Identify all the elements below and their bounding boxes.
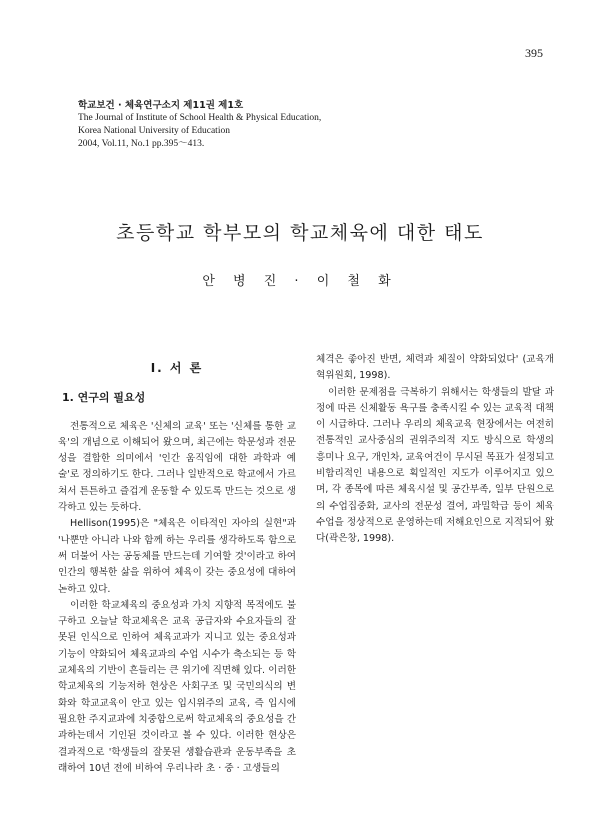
paper-title: 초등학교 학부모의 학교체육에 대한 태도 bbox=[116, 222, 484, 244]
journal-title-english: The Journal of Institute of School Health & Physical Education, bbox=[78, 113, 322, 123]
subsection-heading: 1. 연구의 필요성 bbox=[62, 391, 146, 405]
left-column bbox=[58, 352, 296, 777]
journal-institution: Korea National University of Education bbox=[78, 126, 230, 136]
paragraph-2: Hellison(1995)은 "체육은 이타적인 자아의 실현"과 '나뿐만 아니라 나와 함께 하는 우리를 생각하도록 함으로써 더불어 사는 공동체를 만드는데 기여할 것'이라고 하여 인간의 행복한 삶을 위하여 체육이 갖는 중요성에 대하여 논하고 있다. bbox=[58, 518, 296, 595]
journal-header bbox=[78, 99, 321, 151]
section-heading: Ⅰ. 서 론 bbox=[150, 361, 204, 375]
paragraph-4: 이러한 문제점을 극복하기 위해서는 학생들의 발달 과정에 따른 신체활동 욕구를 충족시킬 수 있는 교육적 대책이 시급하다. 그러나 우리의 체육교육 현장에서는 여전히 전통적인 교사중심의 권위주의적 지도 방식으로 학생의 흥미나 요구, 개인차, 교육여건이 무시된 목표가 설정되고 비합리적인 내용으로 획일적인 지도가 이루어지고 있으며, 각 종목에 따른 체육시설 및 공간부족, 일부 단원으로의 수업집중화, 교사의 전문성 결여, 과밀학급 등이 체육수업을 정상적으로 운영하는데 저해요인으로 지적되어 왔다(곽은창, 1998). bbox=[316, 386, 554, 545]
page-number: 395 bbox=[525, 46, 543, 60]
right-column bbox=[316, 352, 554, 548]
journal-title-korean: 학교보건 · 체육연구소지 제11권 제1호 bbox=[78, 100, 244, 111]
paragraph-1: 전통적으로 체육은 '신체의 교육' 또는 '신체를 통한 교육'의 개념으로 이해되어 왔으며, 최근에는 학문성과 전문성을 결합한 의미에서 '인간 움직임에 대한 과학과 예술'로 정의하기도 한다. 그러나 일반적으로 학교에서 가르쳐서 튼튼하고 즐겁게 운동할 수 있도록 만드는 것으로 생각하고 있는 듯하다. bbox=[58, 420, 296, 514]
paper-authors: 안 병 진 · 이 철 화 bbox=[202, 274, 398, 289]
journal-citation: 2004, Vol.11, No.1 pp.395～413. bbox=[78, 139, 205, 149]
paragraph-3-start: 이러한 학교체육의 중요성과 가치 지향적 목적에도 불구하고 오늘날 학교체육은 교육 공급자와 수요자들의 잘못된 인식으로 인하여 체육교과가 지니고 있는 중요성과 기능이 약화되어 체육교과의 수업 시수가 축소되는 등 학교체육의 기반이 흔들리는 큰 위기에 직면해 있다. 이러한 학교체육의 기능저하 현상은 사회구조 및 국민의식의 변화와 학교교육이 안고 있는 입시위주의 교육, 즉 입시에 필요한 주지교과에 치중함으로써 학교체육의 중요성을 간과하는데서 기인된 것이라고 볼 수 있다. 이러한 현상은 결과적으로 '학생들의 잘못된 생활습관과 운동부족을 초래하여 10년 전에 비하여 우리나라 초 · 중 · 고생들의 bbox=[58, 599, 296, 774]
paragraph-3-continued: 체격은 좋아진 반면, 체력과 체질이 약화되었다' (교육개혁위원회, 1998). bbox=[316, 354, 554, 382]
